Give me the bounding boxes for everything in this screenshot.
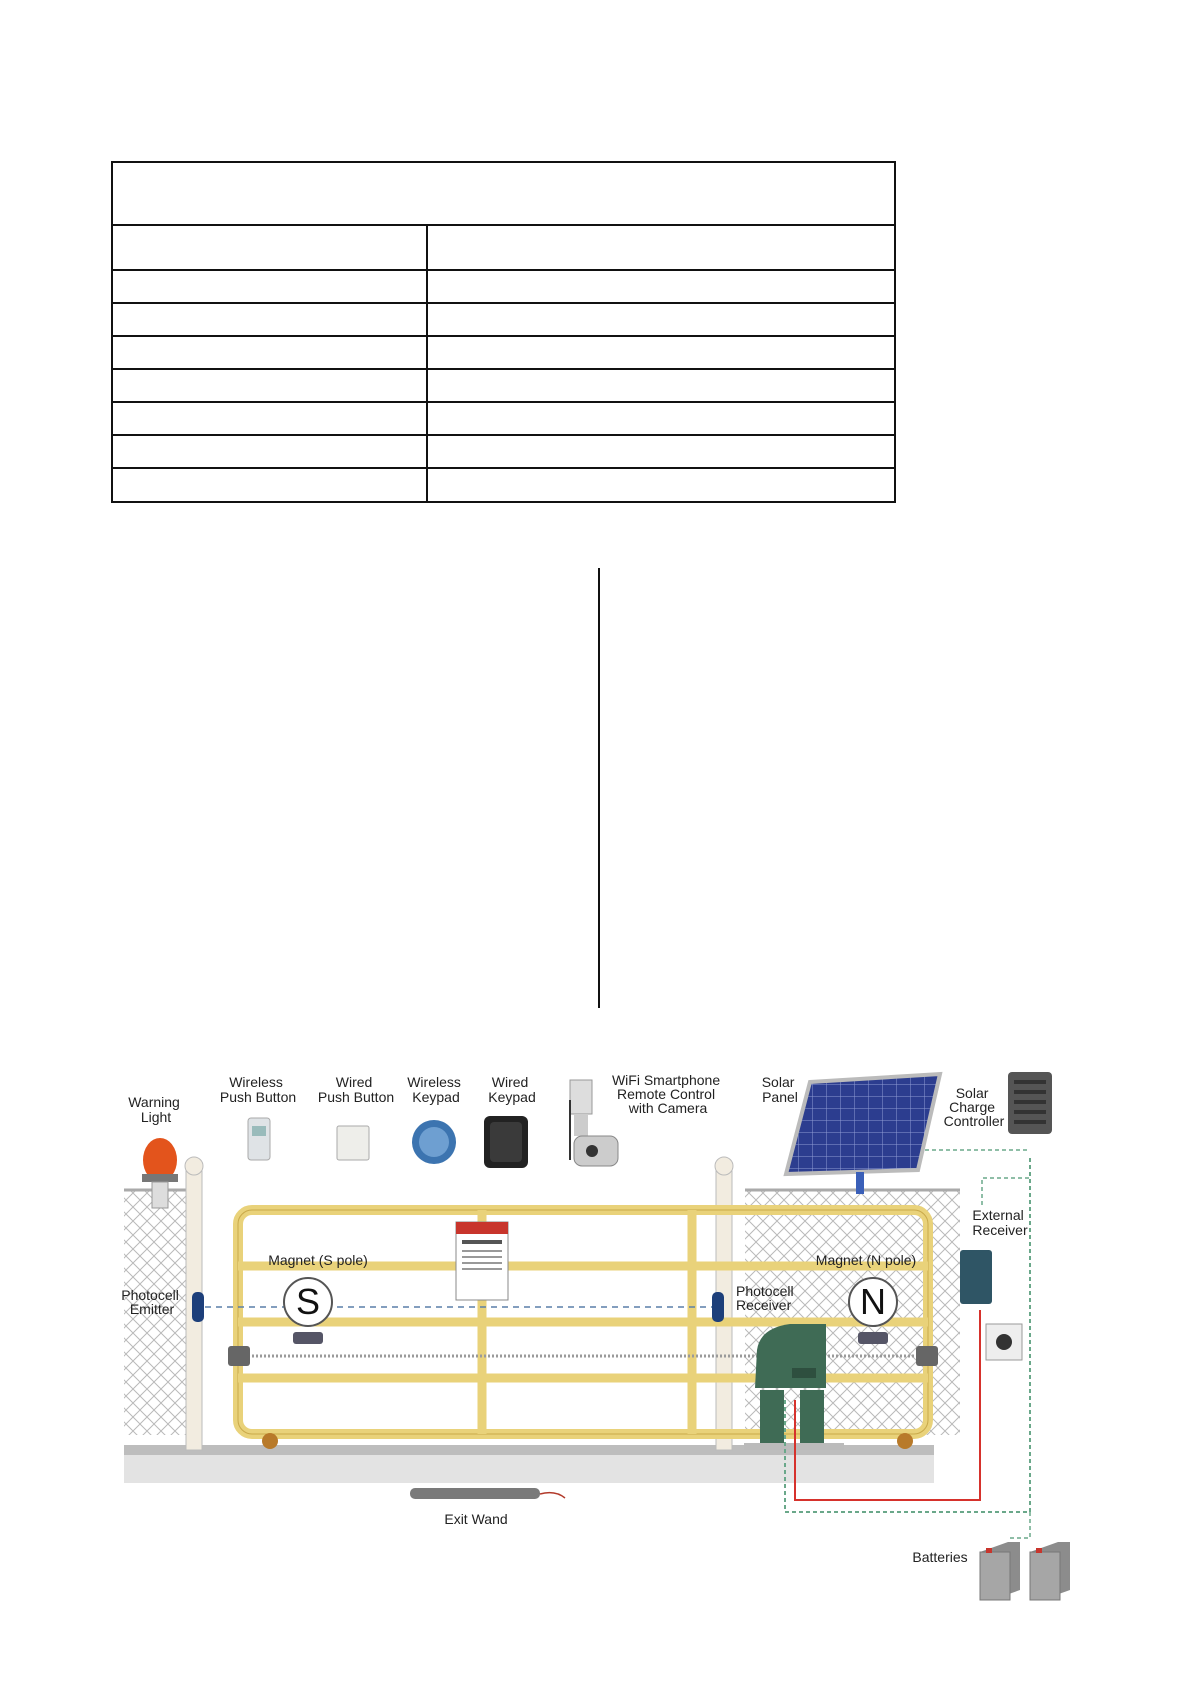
spec-table-title (113, 163, 894, 226)
wireless-push-button-label: Wireless Push Button (219, 1074, 297, 1105)
column-divider (426, 226, 428, 501)
batteries-icon (980, 1542, 1070, 1600)
batteries-label: Batteries (912, 1549, 968, 1565)
photocell-receiver-label: Photocell Receiver (736, 1283, 794, 1313)
column-rule (598, 568, 600, 1008)
wireless-push-button-icon (248, 1118, 270, 1160)
exit-wand-icon (410, 1488, 540, 1499)
wired-push-button-label: Wired Push Button (317, 1074, 395, 1105)
photocell-receiver-icon (712, 1292, 724, 1322)
table-row (113, 304, 894, 337)
photocell-emitter-icon (192, 1292, 204, 1322)
wifi-remote-label: WiFi Smartphone Remote Control with Camera (611, 1072, 721, 1116)
ground (124, 1455, 934, 1483)
exit-wand-label: Exit Wand (444, 1511, 508, 1527)
magnet-n-label: Magnet (N pole) (815, 1252, 917, 1268)
solar-charge-controller-label: Solar Charge Controller (943, 1085, 1005, 1129)
table-row (113, 226, 894, 271)
solar-charge-controller-icon (1008, 1072, 1052, 1134)
wired-push-button-icon (337, 1126, 369, 1160)
magnet-s-label: Magnet (S pole) (268, 1252, 368, 1268)
photocell-emitter-label: Photocell Emitter (121, 1287, 179, 1317)
svg-text:S: S (295, 1281, 321, 1322)
table-row (113, 469, 894, 501)
table-row (113, 337, 894, 370)
solar-panel-label: Solar Panel (761, 1074, 798, 1105)
warning-light-label: Warning Light (128, 1094, 180, 1125)
table-row (113, 403, 894, 436)
table-row (113, 271, 894, 304)
external-receiver-label: External Receiver (972, 1207, 1028, 1238)
wireless-keypad-label: Wireless Keypad (407, 1074, 461, 1105)
gate-opener-diagram (0, 1060, 1190, 1620)
table-row (113, 436, 894, 469)
warning-sign (456, 1222, 508, 1300)
magnet-s (284, 1278, 332, 1344)
external-receiver-icon (960, 1250, 992, 1304)
table-row (113, 370, 894, 403)
wifi-camera-icon (570, 1080, 618, 1166)
wired-keypad-label: Wired Keypad (488, 1074, 536, 1105)
spec-table (111, 161, 896, 503)
svg-text:N: N (860, 1281, 886, 1322)
solar-panel-icon (786, 1074, 940, 1194)
